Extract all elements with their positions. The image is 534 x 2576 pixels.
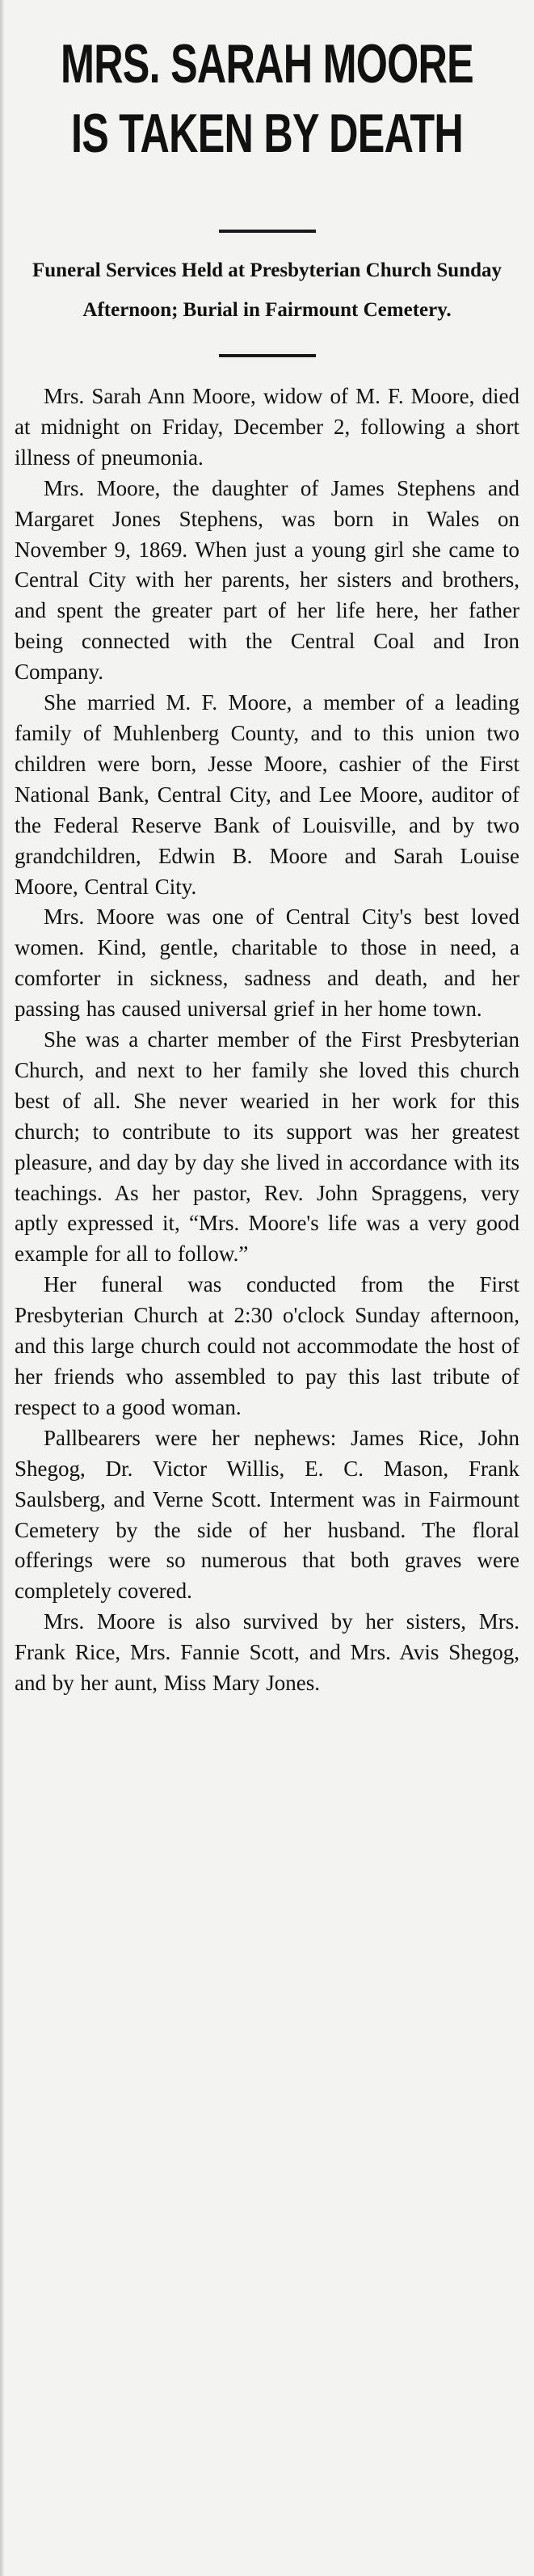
paragraph-biography: Mrs. Moore, the daughter of James Stephens and Margaret Jones Stephens, was born in Wales on November 9, 1869. When just a young girl she came to Central City with her parents, her sisters and brothers, and spent the greater part of her life here, her father being connected with the Central Coal and Iron Company.: [15, 475, 519, 685]
paragraph-survivors: Mrs. Moore is also survived by her sisters, Mrs. Frank Rice, Mrs. Fannie Scott, and Mrs. Avis Shegog, and by her aunt, Miss Mary Jones.: [15, 1609, 519, 1696]
paragraph-pallbearers: Pallbearers were her nephews: James Rice, John Shegog, Dr. Victor Willis, E. C. Mason, Frank Saulsberg, and Verne Scott. Interment was in Fairmount Cemetery by the side of her husband. The floral offerings were so numerous that both graves were completely covered.: [15, 1425, 519, 1604]
headline-line-1: MRS. SARAH MOORE: [61, 33, 473, 95]
subhead-divider: [219, 354, 316, 357]
paragraph-family: She married M. F. Moore, a member of a leading family of Muhlenberg County, and to this union two children were born, Jesse Moore, cashier of the First National Bank, Central City, and Lee Moore, auditor of the Federal Reserve Bank of Louisville, and by two grandchildren, Edwin B. Moore and Sarah Louise Moore, Central City.: [15, 690, 519, 899]
headline: [18, 29, 517, 175]
paragraph-death-notice: Mrs. Sarah Ann Moore, widow of M. F. Moore, died at midnight on Friday, December 2, following a short illness of pneumonia.: [15, 384, 519, 470]
headline-divider: [219, 230, 316, 233]
subheadline: Funeral Services Held at Presbyterian Church Sunday Afternoon; Burial in Fairmount Cemetery.: [32, 259, 502, 321]
headline-line-2: IS TAKEN BY DEATH: [70, 103, 464, 164]
paragraph-church: She was a charter member of the First Presbyterian Church, and next to her family she loved this church best of all. She never wearied in her work for this church; to contribute to its support was her greatest pleasure, and day by day she lived in accordance with its teachings. As her pastor, Rev. John Spraggens, very aptly expressed it, “Mrs. Moore's life was a very good example for all to follow.”: [15, 1027, 519, 1267]
article-body: [15, 382, 519, 1699]
paragraph-character: Mrs. Moore was one of Central City's best loved women. Kind, gentle, charitable to those in need, a comforter in sickness, sadness and death, and her passing has caused universal grief in her home town.: [15, 904, 519, 1022]
paragraph-funeral: Her funeral was conducted from the First Presbyterian Church at 2:30 o'clock Sunday afternoon, and this large church could not accommodate the host of her friends who assembled to pay this last tribute of respect to a good woman.: [15, 1272, 519, 1419]
